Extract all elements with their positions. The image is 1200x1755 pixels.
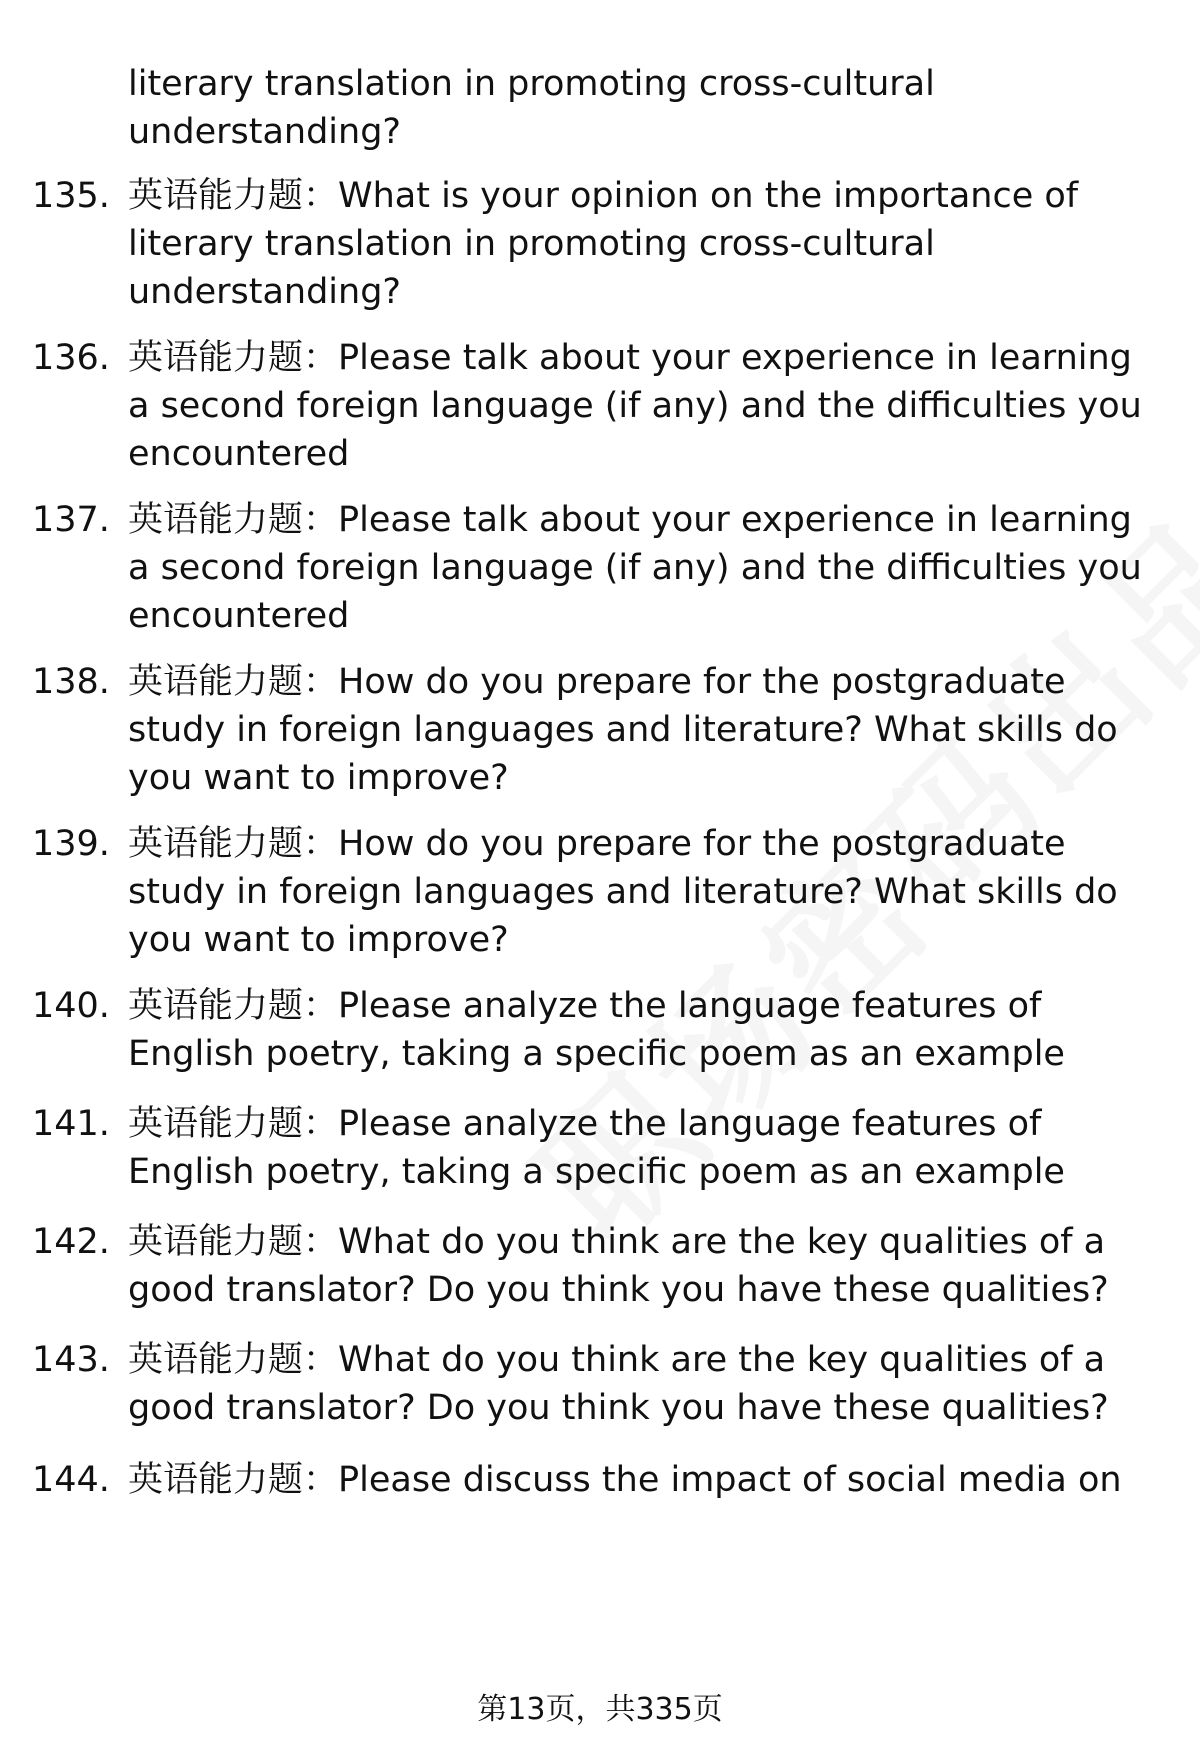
question-body — [128, 496, 1148, 640]
question-label: 英语能力题： — [128, 662, 339, 702]
question-body — [128, 820, 1148, 964]
question-item — [0, 496, 1160, 640]
question-item — [0, 1100, 1160, 1196]
question-text: How do you prepare for the postgraduate study in foreign languages and literature? What skills do you want to improve? — [128, 824, 1118, 960]
question-label: 英语能力题： — [128, 1104, 339, 1144]
question-label: 英语能力题： — [128, 824, 339, 864]
question-number: 142. — [32, 1222, 110, 1262]
question-label: 英语能力题： — [128, 1222, 339, 1262]
question-label: 英语能力题： — [128, 338, 339, 378]
question-label: 英语能力题： — [128, 986, 339, 1026]
question-item — [0, 1456, 1160, 1504]
question-item — [0, 820, 1160, 964]
question-number: 137. — [32, 500, 110, 540]
question-label: 英语能力题： — [128, 500, 339, 540]
question-body — [128, 1100, 1148, 1196]
question-number: 135. — [32, 176, 110, 216]
question-item — [0, 658, 1160, 802]
question-text: What do you think are the key qualities of a good translator? Do you think you have these qualities? — [128, 1340, 1109, 1428]
question-text: Please talk about your experience in learning a second foreign language (if any) and the difficulties you encountered — [128, 338, 1142, 474]
question-number: 138. — [32, 662, 110, 702]
question-body — [128, 334, 1148, 478]
question-item — [0, 1336, 1160, 1432]
question-item — [0, 172, 1160, 316]
question-number: 140. — [32, 986, 110, 1026]
question-text: What do you think are the key qualities of a good translator? Do you think you have these qualities? — [128, 1222, 1109, 1310]
question-number: 136. — [32, 338, 110, 378]
question-text: Please discuss the impact of social media on — [338, 1460, 1122, 1500]
question-item — [0, 334, 1160, 478]
question-body — [128, 1218, 1148, 1314]
question-body — [128, 658, 1148, 802]
question-body — [128, 172, 1148, 316]
question-text: Please talk about your experience in learning a second foreign language (if any) and the difficulties you encountered — [128, 500, 1142, 636]
question-label: 英语能力题： — [128, 176, 339, 216]
question-body — [128, 1336, 1148, 1432]
question-text: How do you prepare for the postgraduate study in foreign languages and literature? What skills do you want to improve? — [128, 662, 1118, 798]
question-text: What is your opinion on the importance of literary translation in promoting cross-cultural understanding? — [128, 176, 1079, 312]
question-item — [0, 1218, 1160, 1314]
question-text: Please analyze the language features of English poetry, taking a specific poem as an example — [128, 986, 1065, 1074]
question-number: 139. — [32, 824, 110, 864]
continuation-text: literary translation in promoting cross-cultural understanding? — [128, 64, 935, 152]
question-number: 143. — [32, 1340, 110, 1380]
question-text: Please analyze the language features of English poetry, taking a specific poem as an example — [128, 1104, 1065, 1192]
question-label: 英语能力题： — [128, 1460, 339, 1500]
question-number: 144. — [32, 1460, 110, 1500]
page-footer: 第13页，共335页 — [477, 1692, 723, 1727]
question-label: 英语能力题： — [128, 1340, 339, 1380]
question-number: 141. — [32, 1104, 110, 1144]
question-body — [128, 982, 1148, 1078]
question-item — [0, 982, 1160, 1078]
question-body — [128, 1456, 1148, 1504]
